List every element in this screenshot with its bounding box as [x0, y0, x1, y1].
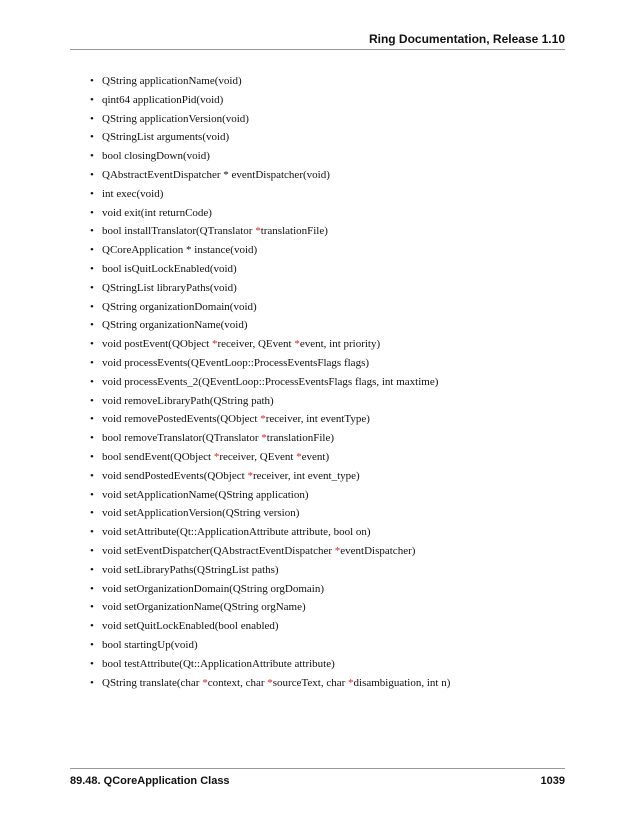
bullet-icon: • [90, 112, 94, 125]
signature-text: event, int priority) [299, 338, 381, 351]
signature-text: bool sendEvent(QObject [102, 450, 214, 463]
list-item [90, 598, 450, 617]
list-item [90, 241, 450, 260]
pointer-asterisk: * [260, 413, 266, 426]
bullet-icon: • [90, 601, 94, 614]
pointer-asterisk: * [334, 544, 341, 557]
method-signature [102, 526, 371, 538]
bullet-icon: • [90, 620, 94, 633]
method-signature [102, 301, 257, 313]
method-signature [102, 75, 242, 87]
list-item [90, 542, 450, 561]
bullet-icon: • [90, 657, 94, 670]
list-item [90, 335, 450, 354]
list-item [90, 279, 450, 298]
signature-text: bool isQuitLockEnabled(void) [102, 262, 237, 275]
list-item [90, 373, 450, 392]
list-item [90, 166, 450, 185]
list-item [90, 185, 450, 204]
list-item [90, 486, 450, 505]
bullet-icon: • [90, 262, 94, 275]
signature-text: void processEvents(QEventLoop::ProcessEventsFlags flags) [102, 356, 370, 369]
signature-text: bool testAttribute(Qt::ApplicationAttribute attribute) [102, 657, 335, 670]
method-signature [102, 489, 309, 501]
list-item [90, 222, 450, 241]
signature-text: void setOrganizationName(QString orgName) [102, 601, 306, 614]
bullet-icon: • [90, 168, 94, 181]
list-item [90, 298, 450, 317]
method-signature [102, 658, 335, 670]
method-signature [102, 113, 249, 125]
signature-text: QString organizationDomain(void) [102, 300, 257, 313]
footer-section-title: 89.48. QCoreApplication Class [70, 775, 230, 787]
pointer-asterisk: * [296, 450, 302, 463]
method-signature [102, 395, 274, 407]
bullet-icon: • [90, 638, 94, 651]
method-signature [102, 225, 328, 237]
method-signature [102, 677, 450, 689]
bullet-icon: • [90, 150, 94, 163]
signature-text: void removePostedEvents(QObject [102, 413, 261, 426]
signature-text: context, char [207, 676, 268, 689]
method-signature [102, 639, 198, 651]
list-item [90, 392, 450, 411]
signature-text: void setQuitLockEnabled(bool enabled) [102, 620, 279, 633]
method-signature [102, 282, 237, 294]
method-signature [102, 244, 257, 256]
signature-text: eventDispatcher) [340, 544, 416, 557]
signature-text: QString translate(char [102, 676, 203, 689]
signature-text: void setLibraryPaths(QStringList paths) [102, 563, 279, 576]
bullet-icon: • [90, 131, 94, 144]
method-signature [102, 131, 229, 143]
bullet-icon: • [90, 413, 94, 426]
signature-text: void setApplicationName(QString application) [102, 488, 309, 501]
method-signature [102, 583, 324, 595]
signature-text: translationFile) [266, 432, 334, 445]
method-signature [102, 620, 279, 632]
signature-text: void setAttribute(Qt::ApplicationAttribute attribute, bool on) [102, 526, 371, 539]
method-signature [102, 188, 163, 200]
bullet-icon: • [90, 244, 94, 257]
bullet-icon: • [90, 526, 94, 539]
signature-text: QStringList arguments(void) [102, 131, 230, 144]
signature-text: void sendPostedEvents(QObject [102, 469, 248, 482]
method-list [90, 72, 450, 692]
signature-text: translationFile) [260, 225, 328, 238]
method-signature [102, 545, 415, 557]
method-signature [102, 207, 212, 219]
signature-text: QString applicationName(void) [102, 75, 242, 87]
list-item [90, 467, 450, 486]
method-signature [102, 150, 210, 162]
signature-text: sourceText, char [272, 676, 349, 689]
list-item [90, 617, 450, 636]
bullet-icon: • [90, 394, 94, 407]
pointer-asterisk: * [267, 676, 273, 689]
signature-text: void postEvent(QObject [102, 338, 212, 351]
method-signature [102, 507, 299, 519]
list-item [90, 316, 450, 335]
signature-text: QCoreApplication * instance(void) [102, 244, 258, 257]
pointer-asterisk: * [247, 469, 253, 482]
bullet-icon: • [90, 432, 94, 445]
bullet-icon: • [90, 93, 94, 106]
signature-text: receiver, QEvent [219, 450, 297, 463]
signature-text: bool installTranslator(QTranslator [102, 225, 256, 238]
signature-text: void removeLibraryPath(QString path) [102, 394, 274, 407]
pointer-asterisk: * [348, 676, 354, 689]
method-signature [102, 451, 329, 463]
signature-text: void setEventDispatcher(QAbstractEventDispatcher [102, 544, 335, 557]
signature-text: void exit(int returnCode) [102, 206, 212, 219]
list-item [90, 636, 450, 655]
page-number: 1039 [540, 775, 565, 787]
bullet-icon: • [90, 225, 94, 238]
list-item [90, 91, 450, 110]
list-item [90, 110, 450, 129]
list-item [90, 260, 450, 279]
bullet-icon: • [90, 75, 94, 87]
method-signature [102, 338, 380, 350]
bullet-icon: • [90, 187, 94, 200]
list-item [90, 354, 450, 373]
list-item [90, 655, 450, 674]
signature-text: qint64 applicationPid(void) [102, 93, 224, 106]
method-signature [102, 601, 306, 613]
method-signature [102, 376, 438, 388]
method-signature [102, 470, 360, 482]
pointer-asterisk: * [202, 676, 208, 689]
bullet-icon: • [90, 375, 94, 388]
method-signature [102, 319, 248, 331]
bullet-icon: • [90, 300, 94, 313]
running-footer [70, 772, 565, 790]
list-item [90, 674, 450, 693]
signature-text: QString applicationVersion(void) [102, 112, 249, 125]
bullet-icon: • [90, 338, 94, 351]
method-signature [102, 94, 223, 106]
pointer-asterisk: * [213, 450, 220, 463]
signature-text: receiver, int event_type) [252, 469, 360, 482]
signature-text: void processEvents_2(QEventLoop::ProcessEventsFlags flags, int maxtime) [102, 375, 439, 388]
signature-text: int exec(void) [102, 187, 164, 200]
signature-text: QString organizationName(void) [102, 319, 248, 332]
signature-text: receiver, QEvent [217, 338, 295, 351]
list-item [90, 448, 450, 467]
bullet-icon: • [90, 563, 94, 576]
method-signature [102, 432, 334, 444]
list-item [90, 128, 450, 147]
bullet-icon: • [90, 544, 94, 557]
list-item [90, 561, 450, 580]
signature-text: QAbstractEventDispatcher * eventDispatcher(void) [102, 168, 330, 181]
pointer-asterisk: * [211, 338, 218, 351]
bullet-icon: • [90, 319, 94, 332]
pointer-asterisk: * [294, 338, 300, 351]
signature-text: QStringList libraryPaths(void) [102, 281, 237, 294]
list-item [90, 523, 450, 542]
method-signature [102, 413, 370, 425]
signature-text: bool startingUp(void) [102, 638, 198, 651]
list-item [90, 410, 450, 429]
bullet-icon: • [90, 507, 94, 520]
signature-text: void setApplicationVersion(QString version) [102, 507, 300, 520]
signature-text: void setOrganizationDomain(QString orgDomain) [102, 582, 325, 595]
signature-text: disambiguation, int n) [353, 676, 451, 689]
signature-text: receiver, int eventType) [265, 413, 370, 426]
method-signature [102, 263, 237, 275]
method-signature [102, 169, 330, 181]
bullet-icon: • [90, 469, 94, 482]
footer-divider [70, 768, 565, 769]
bullet-icon: • [90, 582, 94, 595]
signature-text: bool closingDown(void) [102, 150, 210, 163]
header-divider [70, 49, 565, 50]
method-signature [102, 564, 279, 576]
bullet-icon: • [90, 206, 94, 219]
running-header: Ring Documentation, Release 1.10 [368, 32, 565, 46]
list-item [90, 204, 450, 223]
bullet-icon: • [90, 450, 94, 463]
list-item [90, 72, 450, 91]
bullet-icon: • [90, 281, 94, 294]
bullet-icon: • [90, 676, 94, 689]
pointer-asterisk: * [261, 432, 267, 445]
signature-text: event) [301, 450, 330, 463]
list-item [90, 429, 450, 448]
list-item [90, 580, 450, 599]
bullet-icon: • [90, 356, 94, 369]
pointer-asterisk: * [255, 225, 261, 238]
signature-text: bool removeTranslator(QTranslator [102, 432, 262, 445]
bullet-icon: • [90, 488, 94, 501]
method-signature [102, 357, 369, 369]
list-item [90, 147, 450, 166]
list-item [90, 504, 450, 523]
